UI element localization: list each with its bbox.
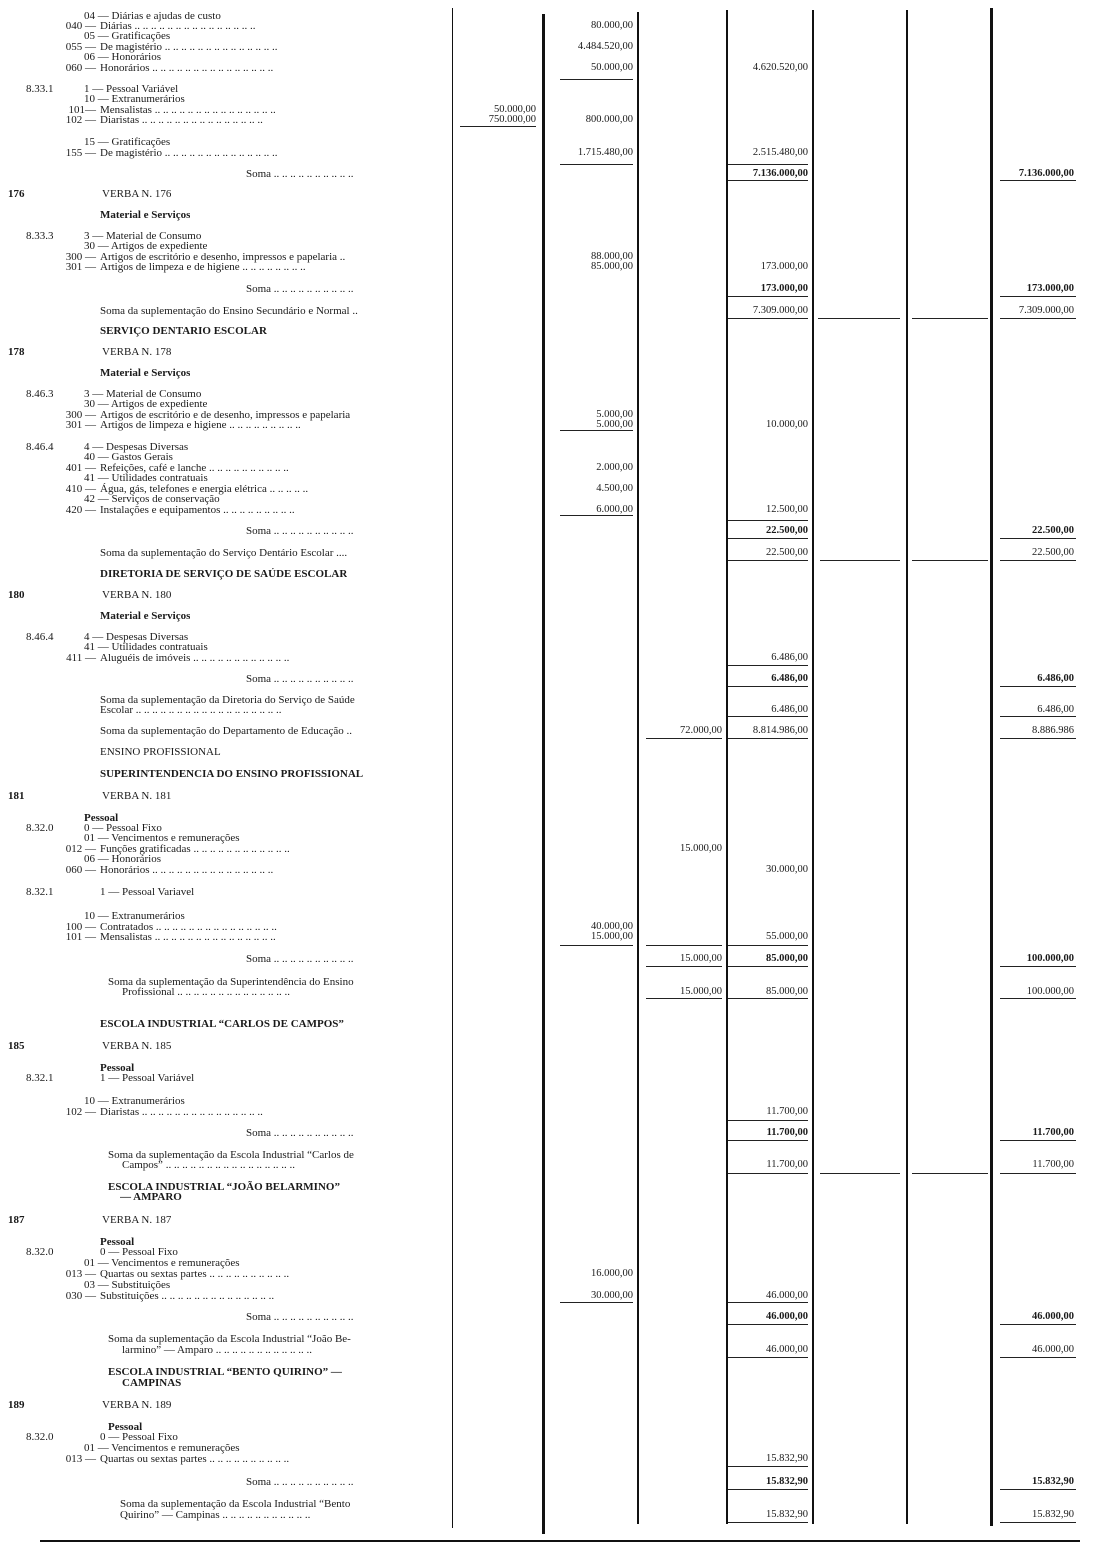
item-code: 013 — — [65, 1268, 96, 1280]
verba-number: 187 — [8, 1214, 25, 1226]
amount-c2: 4.500,00 — [596, 483, 633, 494]
amount-c3: 15.000,00 — [680, 953, 722, 964]
soma-label: Soma .. .. .. .. .. .. .. .. .. .. — [246, 1476, 354, 1488]
row-label: Quartas ou sextas partes .. .. .. .. .. .. .. .. .. .. — [100, 1453, 290, 1465]
row-label: Soma da suplementação do Ensino Secundário e Normal .. — [100, 305, 358, 317]
sum-rule — [728, 560, 808, 561]
amount-c4: 173.000,00 — [760, 283, 808, 294]
row-label: Mensalistas .. .. .. .. .. .. .. .. .. .. .. .. .. .. .. — [100, 104, 276, 116]
sum-rule — [1000, 560, 1076, 561]
item-code: 060 — — [65, 864, 96, 876]
row-label: Soma da suplementação da Escola Industrial “Carlos de — [108, 1149, 354, 1161]
amount-c4: 6.486,00 — [771, 704, 808, 715]
row-label: Refeições, café e lanche .. .. .. .. .. .. .. .. .. .. — [100, 462, 289, 474]
row-label: Artigos de limpeza e de higiene .. .. .. .. .. .. .. .. — [100, 261, 306, 273]
sum-rule — [728, 738, 808, 739]
amount-c4: 10.000,00 — [766, 419, 808, 430]
amount-c6: 100.000,00 — [1026, 986, 1074, 997]
row-label: 05 — Gratificações — [84, 30, 171, 42]
row-label: DIRETORIA DE SERVIÇO DE SAÚDE ESCOLAR — [100, 568, 348, 580]
amount-c2: 6.000,00 — [596, 504, 633, 515]
amount-c6: 15.832,90 — [1032, 1476, 1074, 1487]
sum-rule — [1000, 686, 1076, 687]
sum-rule — [1000, 180, 1076, 181]
row-label: Quirino” — Campinas .. .. .. .. .. .. .. .. .. .. .. — [120, 1509, 311, 1521]
amount-c1: 750.000,00 — [488, 114, 536, 125]
sum-rule — [560, 1302, 633, 1303]
item-code: 300 — — [65, 251, 96, 263]
sum-rule — [1000, 966, 1076, 967]
item-code: 411 — — [66, 652, 96, 664]
row-label: 4 — Despesas Diversas — [84, 631, 189, 643]
row-label: Diaristas .. .. .. .. .. .. .. .. .. .. .. .. .. .. .. — [100, 1106, 263, 1118]
amount-c4: 15.832,90 — [766, 1453, 808, 1464]
row-label: Material e Serviços — [100, 367, 191, 379]
sum-rule — [728, 665, 808, 666]
soma-label: Soma .. .. .. .. .. .. .. .. .. .. — [246, 525, 354, 537]
amount-c2: 16.000,00 — [591, 1268, 633, 1279]
sum-rule — [728, 1522, 808, 1523]
sum-rule — [1000, 296, 1076, 297]
amount-c2: 40.000,00 — [591, 921, 633, 932]
row-label: Artigos de limpeza e higiene .. .. .. .. .. .. .. .. .. — [100, 419, 301, 431]
item-code: 101 — — [65, 931, 96, 943]
item-code: 012 — — [65, 843, 96, 855]
row-label: Diaristas .. .. .. .. .. .. .. .. .. .. .. .. .. .. .. — [100, 114, 263, 126]
row-label: 01 — Vencimentos e remunerações — [84, 1442, 240, 1454]
row-label: ESCOLA INDUSTRIAL “JOÃO BELARMINO” — [108, 1181, 340, 1193]
amount-c3: 72.000,00 — [680, 725, 722, 736]
sum-rule — [1000, 738, 1076, 739]
section-code: 8.46.4 — [26, 441, 54, 453]
item-code: 410 — — [65, 483, 96, 495]
sum-rule — [728, 318, 808, 319]
section-code: 8.33.3 — [26, 230, 54, 242]
row-label: 0 — Pessoal Fixo — [100, 1246, 178, 1258]
amount-c4: 15.832,90 — [766, 1509, 808, 1520]
row-label: Pessoal — [108, 1421, 143, 1433]
section-code: 8.32.0 — [26, 1431, 54, 1443]
amount-c6: 46.000,00 — [1032, 1311, 1074, 1322]
amount-c6: 15.832,90 — [1032, 1509, 1074, 1520]
row-label: 4 — Despesas Diversas — [84, 441, 189, 453]
amount-c4: 11.700,00 — [766, 1106, 808, 1117]
item-code: 102 — — [65, 1106, 96, 1118]
amount-c4: 11.700,00 — [766, 1159, 808, 1170]
sum-rule — [1000, 318, 1076, 319]
soma-label: Soma .. .. .. .. .. .. .. .. .. .. — [246, 283, 354, 295]
sum-rule — [728, 1302, 808, 1303]
sum-rule — [1000, 1489, 1076, 1490]
row-label: Escolar .. .. .. .. .. .. .. .. .. .. .. .. .. .. .. .. .. .. — [100, 704, 282, 716]
item-code: 420 — — [65, 504, 96, 516]
amount-c4: 8.814.986,00 — [752, 725, 808, 736]
verba-number: 176 — [8, 188, 25, 200]
sum-rule — [728, 520, 808, 521]
row-label: Soma da suplementação do Serviço Dentário Escolar .... — [100, 547, 348, 559]
row-label: 06 — Honorários — [84, 853, 161, 865]
row-label: Soma da suplementação do Departamento de Educação .. — [100, 725, 352, 737]
section-code: 8.46.3 — [26, 388, 54, 400]
item-code: 301 — — [65, 261, 96, 273]
sum-rule — [1000, 1522, 1076, 1523]
row-label: Aluguéis de imóveis .. .. .. .. .. .. .. .. .. .. .. .. — [100, 652, 290, 664]
row-label: VERBA N. 189 — [102, 1399, 172, 1411]
item-code: 102 — — [65, 114, 96, 126]
sum-rule — [912, 1173, 988, 1174]
amount-c2: 85.000,00 — [591, 261, 633, 272]
column-divider — [452, 8, 453, 1528]
amount-c2: 1.715.480,00 — [577, 147, 633, 158]
row-label: Artigos de escritório e de desenho, impressos e papelaria — [100, 409, 351, 421]
item-code: 401 — — [65, 462, 96, 474]
sum-rule — [820, 1173, 900, 1174]
section-code: 8.32.0 — [26, 1246, 54, 1258]
item-code: 040 — — [65, 20, 96, 32]
amount-c2: 88.000,00 — [591, 251, 633, 262]
row-label: ENSINO PROFISSIONAL — [100, 746, 221, 758]
amount-c2: 800.000,00 — [585, 114, 633, 125]
sum-rule — [728, 296, 808, 297]
row-label: Artigos de escritório e desenho, impressos e papelaria .. — [100, 251, 346, 263]
amount-c4: 22.500,00 — [766, 525, 808, 536]
column-divider — [637, 12, 639, 1524]
amount-c4: 4.620.520,00 — [752, 62, 808, 73]
row-label: 42 — Serviços de conservação — [84, 493, 220, 505]
row-label: 1 — Pessoal Variável — [84, 83, 179, 95]
sum-rule — [912, 318, 988, 319]
row-label: 10 — Extranumerários — [84, 93, 185, 105]
row-label: VERBA N. 187 — [102, 1214, 172, 1226]
amount-c6: 6.486,00 — [1037, 673, 1074, 684]
item-code: 055 — — [65, 41, 96, 53]
soma-label: Soma .. .. .. .. .. .. .. .. .. .. — [246, 168, 354, 180]
sum-rule — [646, 945, 722, 946]
sum-rule — [1000, 538, 1076, 539]
column-divider — [726, 10, 728, 1524]
row-label: Honorários .. .. .. .. .. .. .. .. .. .. .. .. .. .. .. — [100, 864, 274, 876]
amount-c6: 11.700,00 — [1032, 1127, 1074, 1138]
amount-c4: 6.486,00 — [771, 673, 808, 684]
sum-rule — [1000, 1140, 1076, 1141]
amount-c2: 80.000,00 — [591, 20, 633, 31]
amount-c6: 173.000,00 — [1026, 283, 1074, 294]
amount-c2: 5.000,00 — [596, 409, 633, 420]
row-label: Contratados .. .. .. .. .. .. .. .. .. .. .. .. .. .. .. — [100, 921, 277, 933]
amount-c3: 15.000,00 — [680, 986, 722, 997]
column-divider — [812, 10, 814, 1524]
sum-rule — [728, 164, 808, 165]
row-label: 10 — Extranumerários — [84, 1095, 185, 1107]
amount-c4: 11.700,00 — [766, 1127, 808, 1138]
row-label: 01 — Vencimentos e remunerações — [84, 1257, 240, 1269]
row-label: 01 — Vencimentos e remunerações — [84, 832, 240, 844]
sum-rule — [728, 966, 808, 967]
column-divider — [906, 10, 908, 1524]
item-code: 030 — — [65, 1290, 96, 1302]
row-label: Material e Serviços — [100, 209, 191, 221]
amount-c1: 50.000,00 — [494, 104, 536, 115]
item-code: 060 — — [65, 62, 96, 74]
amount-c4: 15.832,90 — [766, 1476, 808, 1487]
amount-c4: 7.309.000,00 — [752, 305, 808, 316]
amount-c4: 30.000,00 — [766, 864, 808, 875]
row-label: Pessoal — [84, 812, 119, 824]
row-label: 1 — Pessoal Variavel — [100, 886, 195, 898]
verba-number: 180 — [8, 589, 25, 601]
row-label: SUPERINTENDENCIA DO ENSINO PROFISSIONAL — [100, 768, 364, 780]
row-label: Soma da suplementação da Escola Industrial “Bento — [120, 1498, 351, 1510]
row-label: 3 — Material de Consumo — [84, 230, 202, 242]
row-label: De magistério .. .. .. .. .. .. .. .. .. .. .. .. .. .. — [100, 147, 278, 159]
amount-c6: 46.000,00 — [1032, 1344, 1074, 1355]
sum-rule — [728, 716, 808, 717]
sum-rule — [560, 515, 633, 516]
page-bottom-rule — [40, 1540, 1080, 1542]
row-label: Soma da suplementação da Diretoria do Serviço de Saúde — [100, 694, 355, 706]
sum-rule — [728, 998, 808, 999]
verba-number: 189 — [8, 1399, 25, 1411]
row-label: VERBA N. 176 — [102, 188, 172, 200]
row-label: 0 — Pessoal Fixo — [100, 1431, 178, 1443]
row-label: Pessoal — [100, 1062, 135, 1074]
verba-number: 181 — [8, 790, 25, 802]
row-label: 03 — Substituições — [84, 1279, 171, 1291]
amount-c4: 12.500,00 — [766, 504, 808, 515]
amount-c6: 6.486,00 — [1037, 704, 1074, 715]
row-label: Pessoal — [100, 1236, 135, 1248]
amount-c6: 22.500,00 — [1032, 547, 1074, 558]
sum-rule — [1000, 1357, 1076, 1358]
row-label: 40 — Gastos Gerais — [84, 451, 173, 463]
row-label: Diárias .. .. .. .. .. .. .. .. .. .. .. .. .. .. .. — [100, 20, 256, 32]
row-label: VERBA N. 181 — [102, 790, 172, 802]
sum-rule — [728, 1466, 808, 1467]
soma-label: Soma .. .. .. .. .. .. .. .. .. .. — [246, 673, 354, 685]
row-label: SERVIÇO DENTARIO ESCOLAR — [100, 325, 267, 337]
row-label: Soma da suplementação da Escola Industrial “João Be- — [108, 1333, 351, 1345]
sum-rule — [728, 945, 808, 946]
row-label: VERBA N. 178 — [102, 346, 172, 358]
amount-c6: 22.500,00 — [1032, 525, 1074, 536]
item-code: 300 — — [65, 409, 96, 421]
row-label: 3 — Material de Consumo — [84, 388, 202, 400]
amount-c6: 11.700,00 — [1032, 1159, 1074, 1170]
row-label: Substituições .. .. .. .. .. .. .. .. .. .. .. .. .. .. — [100, 1290, 275, 1302]
item-code: 100 — — [65, 921, 96, 933]
item-code: 301 — — [65, 419, 96, 431]
sum-rule — [912, 560, 988, 561]
amount-c6: 100.000,00 — [1026, 953, 1074, 964]
amount-c4: 46.000,00 — [766, 1290, 808, 1301]
row-label: larmino” — Amparo .. .. .. .. .. .. .. .. .. .. .. .. — [122, 1344, 313, 1356]
column-divider — [542, 14, 545, 1534]
sum-rule — [728, 1120, 808, 1121]
row-label: 41 — Utilidades contratuais — [84, 641, 208, 653]
row-label: 41 — Utilidades contratuais — [84, 472, 208, 484]
sum-rule — [560, 430, 633, 431]
amount-c6: 7.309.000,00 — [1018, 305, 1074, 316]
section-code: 8.33.1 — [26, 83, 54, 95]
sum-rule — [728, 686, 808, 687]
soma-label: Soma .. .. .. .. .. .. .. .. .. .. — [246, 1311, 354, 1323]
column-divider — [990, 8, 993, 1526]
amount-c2: 4.484.520,00 — [577, 41, 633, 52]
row-label: Mensalistas .. .. .. .. .. .. .. .. .. .. .. .. .. .. .. — [100, 931, 276, 943]
row-label: Instalações e equipamentos .. .. .. .. .. .. .. .. .. — [100, 504, 295, 516]
sum-rule — [728, 538, 808, 539]
sum-rule — [728, 1173, 808, 1174]
amount-c2: 50.000,00 — [591, 62, 633, 73]
sum-rule — [1000, 716, 1076, 717]
verba-number: 178 — [8, 346, 25, 358]
item-code: 155 — — [65, 147, 96, 159]
amount-c4: 22.500,00 — [766, 547, 808, 558]
amount-c4: 173.000,00 — [760, 261, 808, 272]
row-label: 04 — Diárias e ajudas de custo — [84, 10, 221, 22]
row-label: VERBA N. 180 — [102, 589, 172, 601]
row-label: De magistério .. .. .. .. .. .. .. .. .. .. .. .. .. .. — [100, 41, 278, 53]
sum-rule — [728, 180, 808, 181]
row-label: Profissional .. .. .. .. .. .. .. .. .. .. .. .. .. .. — [122, 986, 291, 998]
sum-rule — [728, 1140, 808, 1141]
row-label: Quartas ou sextas partes .. .. .. .. .. .. .. .. .. .. — [100, 1268, 290, 1280]
sum-rule — [1000, 1324, 1076, 1325]
amount-c4: 46.000,00 — [766, 1344, 808, 1355]
item-code: 013 — — [65, 1453, 96, 1465]
sum-rule — [728, 1324, 808, 1325]
row-label: Honorários .. .. .. .. .. .. .. .. .. .. .. .. .. .. .. — [100, 62, 274, 74]
row-label: Funções gratificadas .. .. .. .. .. .. .. .. .. .. .. .. — [100, 843, 290, 855]
row-label: ESCOLA INDUSTRIAL “CARLOS DE CAMPOS” — [100, 1018, 344, 1030]
soma-label: Soma .. .. .. .. .. .. .. .. .. .. — [246, 1127, 354, 1139]
sum-rule — [820, 560, 900, 561]
amount-c4: 55.000,00 — [766, 931, 808, 942]
amount-c4: 7.136.000,00 — [752, 168, 808, 179]
sum-rule — [646, 738, 722, 739]
row-label: — AMPARO — [120, 1191, 182, 1203]
amount-c2: 5.000,00 — [596, 419, 633, 430]
amount-c6: 7.136.000,00 — [1018, 168, 1074, 179]
section-code: 8.32.0 — [26, 822, 54, 834]
row-label: ESCOLA INDUSTRIAL “BENTO QUIRINO” — — [108, 1366, 342, 1378]
amount-c4: 85.000,00 — [766, 953, 808, 964]
row-label: 30 — Artigos de expediente — [84, 398, 208, 410]
amount-c4: 2.515.480,00 — [752, 147, 808, 158]
sum-rule — [560, 79, 633, 80]
sum-rule — [728, 1357, 808, 1358]
verba-number: 185 — [8, 1040, 25, 1052]
row-label: 0 — Pessoal Fixo — [84, 822, 162, 834]
sum-rule — [728, 1489, 808, 1490]
sum-rule — [560, 945, 633, 946]
row-label: CAMPINAS — [122, 1377, 182, 1389]
amount-c2: 30.000,00 — [591, 1290, 633, 1301]
row-label: 06 — Honorários — [84, 51, 161, 63]
row-label: 1 — Pessoal Variável — [100, 1072, 195, 1084]
amount-c2: 15.000,00 — [591, 931, 633, 942]
soma-label: Soma .. .. .. .. .. .. .. .. .. .. — [246, 953, 354, 965]
row-label: Água, gás, telefones e energia elétrica .. .. .. .. .. — [100, 483, 309, 495]
row-label: VERBA N. 185 — [102, 1040, 172, 1052]
sum-rule — [1000, 998, 1076, 999]
sum-rule — [646, 966, 722, 967]
row-label: 30 — Artigos de expediente — [84, 240, 208, 252]
item-code: 101— — [68, 104, 96, 116]
amount-c3: 15.000,00 — [680, 843, 722, 854]
amount-c2: 2.000,00 — [596, 462, 633, 473]
section-code: 8.32.1 — [26, 1072, 54, 1084]
section-code: 8.46.4 — [26, 631, 54, 643]
row-label: Campos” .. .. .. .. .. .. .. .. .. .. .. .. .. .. .. .. — [122, 1159, 295, 1171]
amount-c4: 46.000,00 — [766, 1311, 808, 1322]
row-label: 10 — Extranumerários — [84, 910, 185, 922]
sum-rule — [646, 998, 722, 999]
sum-rule — [560, 164, 633, 165]
row-label: Material e Serviços — [100, 610, 191, 622]
amount-c6: 8.886.986 — [1032, 725, 1074, 736]
sum-rule — [1000, 1173, 1076, 1174]
amount-c4: 85.000,00 — [766, 986, 808, 997]
sum-rule — [460, 126, 536, 127]
amount-c4: 6.486,00 — [771, 652, 808, 663]
section-code: 8.32.1 — [26, 886, 54, 898]
row-label: 15 — Gratificações — [84, 136, 171, 148]
sum-rule — [818, 318, 900, 319]
row-label: Soma da suplementação da Superintendência do Ensino — [108, 976, 354, 988]
